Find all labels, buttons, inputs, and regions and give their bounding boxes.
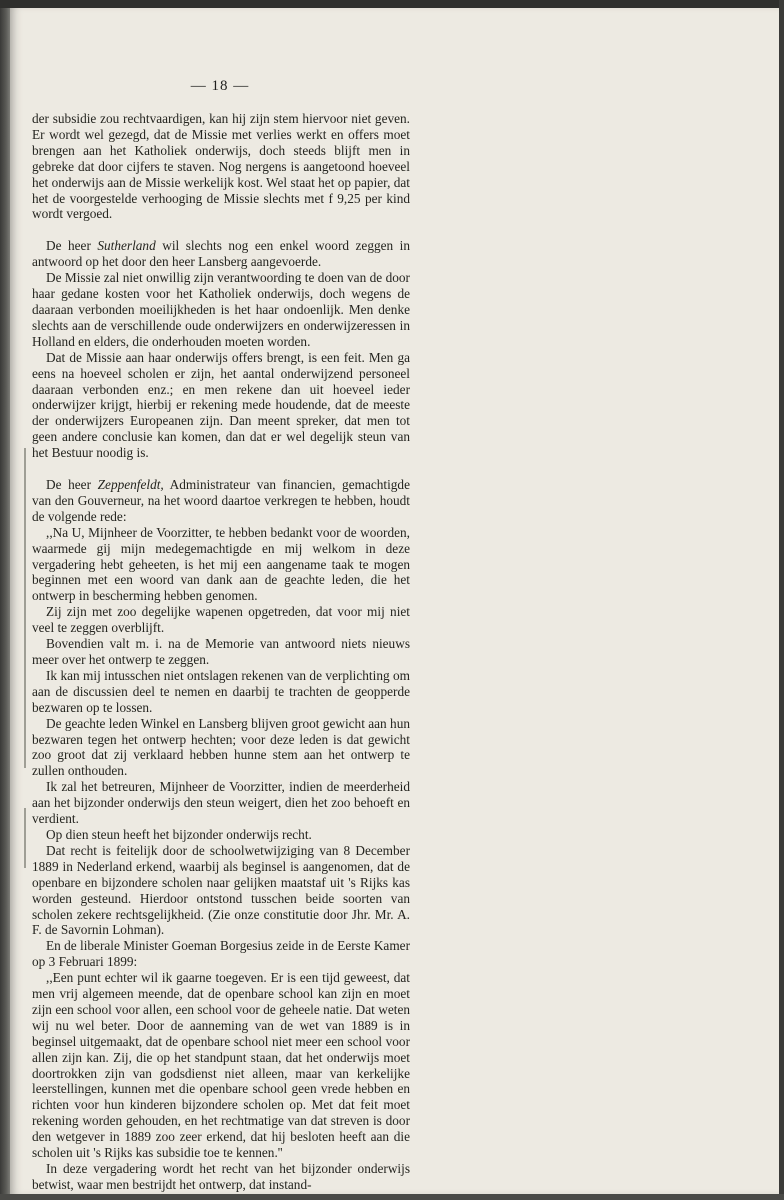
paragraph: Dat de Missie aan haar onderwijs offers brengt, is een feit. Men ga eens na hoeveel scholen er zijn, het aantal onderwijzend personeel daaraan verbonden enz.; en men rekene dan uit hoeveel ieder onderwijzer krijgt, hierbij er rekening mede houdende, dat de meeste der onderwijzers Europeanen zijn. Dan meent spreker, dat men tot geen andere conclusie kan komen, dan dat er wel degelijk steun van het Bestuur noodig is.	[32, 349, 410, 461]
scan-edge-right	[779, 0, 784, 1200]
scan-edge-bottom	[0, 1194, 784, 1200]
paragraph	[32, 238, 410, 270]
paragraph: En de liberale Minister Goeman Borgesius zeide in de Eerste Kamer op 3 Februari 1899:	[32, 938, 410, 970]
body-text	[32, 111, 410, 1193]
paragraph-pre: De heer	[46, 238, 98, 254]
paragraph: ,,Een punt echter wil ik gaarne toegeven. Er is een tijd geweest, dat men vrij algemeen meende, dat de openbare school kan zijn en moet zijn een school voor allen, een school voor de geheele natie. Dat weten wij nu wel beter. Door de aanneming van de wet van 1889 is in beginsel uitgemaakt, dat de openbare school niet meer een school voor allen zijn kan. Zij, die op het standpunt staan, dat het onderwijs moet doortrokken zijn van godsdienst niet alleen, maar van kerkelijke leerstellingen, kunnen met die openbare school geen vrede hebben en richten voor hun kinderen bijzondere scholen op. Met dat feit moet rekening worden gehouden, en het rechtmatige van dat streven is door den wetgever in 1889 zoo zeer erkend, dat hij besloten heeft aan die scholen uit 's Rijks kas subsidie toe te kennen.''	[32, 970, 410, 1161]
paragraph-text: wil slechts nog een enkel woord zeggen in antwoord op het door den heer Lansberg aangevoerde.	[32, 238, 410, 270]
paragraph-text: Administrateur van financien, gemachtigde van den Gouverneur, na het woord daartoe verkregen te hebben, houdt de volgende rede:	[32, 477, 410, 524]
paragraph	[32, 477, 410, 525]
speaker-name: Zeppenfeldt,	[97, 477, 164, 493]
paragraph: De Missie zal niet onwillig zijn verantwoording te doen van de door haar gedane kosten voor het Katholiek onderwijs, doch wegens de daaraan verbonden moeilijkheden is het haar ondoenlijk. Men denke slechts aan de verschillende oude onderwijzers en onderwijzeressen in Holland en elders, die onderhouden moeten worden.	[32, 270, 410, 349]
page-number: — 18 —	[190, 78, 250, 94]
paragraph: Zij zijn met zoo degelijke wapenen opgetreden, dat voor mij niet veel te zeggen overblijft.	[32, 604, 410, 636]
paragraph: Ik kan mij intusschen niet ontslagen rekenen van de verplichting om aan de discussien deel te nemen en daarbij te trachten de geopperde bezwaren op te lossen.	[32, 667, 410, 715]
paragraph: Dat recht is feitelijk door de schoolwetwijziging van 8 December 1889 in Nederland erkend, waarbij als beginsel is aangenomen, dat de openbare en bijzondere scholen naar gelijken maatstaf uit 's Rijks kas worden gesteund. Hierdoor ontstond tusschen beide soorten van scholen zekere rechtsgelijkheid. (Zie onze constitutie door Jhr. Mr. A. F. de Savornin Lohman).	[32, 842, 410, 938]
paragraph: Bovendien valt m. i. na de Memorie van antwoord niets nieuws meer over het ontwerp te zeggen.	[32, 636, 410, 667]
paragraph: Ik zal het betreuren, Mijnheer de Voorzitter, indien de meerderheid aan het bijzonder onderwijs den steun weigert, dien het zoo behoeft en verdient.	[32, 779, 410, 827]
paragraph: De geachte leden Winkel en Lansberg blijven groot gewicht aan hun bezwaren tegen het ontwerp hechten; voor deze leden is dat gewicht zoo groot dat zij verklaard hebben hunne stem aan het ontwerp te zullen onthouden.	[32, 715, 410, 779]
paragraph-pre: De heer	[46, 477, 98, 493]
paragraph: Op dien steun heeft het bijzonder onderwijs recht.	[46, 826, 312, 842]
scan-edge-top	[0, 0, 784, 8]
margin-mark	[24, 808, 26, 868]
paragraph: der subsidie zou rechtvaardigen, kan hij zijn stem hiervoor niet geven. Er wordt wel gezegd, dat de Missie met verlies werkt en offers moet brengen aan het Katholiek onderwijs, doch steeds blijft men in gebreke dat door cijfers te staven. Nog nergens is aangetoond hoeveel het onderwijs aan de Missie werkelijk kost. Wel staat het op papier, dat het de voorgestelde verhooging de Missie slechts met f 9,25 per kind wordt vergoed.	[32, 111, 410, 222]
paragraph: ,,Na U, Mijnheer de Voorzitter, te hebben bedankt voor de woorden, waarmede gij mijn medegemachtigde en mij welkom in deze vergadering hebt geheeten, is het mij een aangename taak te mogen beginnen met een woord van dank aan de geachte leden, die het ontwerp in bescherming hebben genomen.	[32, 524, 410, 604]
paragraph: In deze vergadering wordt het recht van het bijzonder onderwijs betwist, waar men bestrijdt het ontwerp, dat instand-	[32, 1161, 410, 1192]
document-page	[10, 8, 780, 1194]
speaker-name: Sutherland	[97, 238, 156, 254]
margin-mark	[24, 448, 26, 768]
